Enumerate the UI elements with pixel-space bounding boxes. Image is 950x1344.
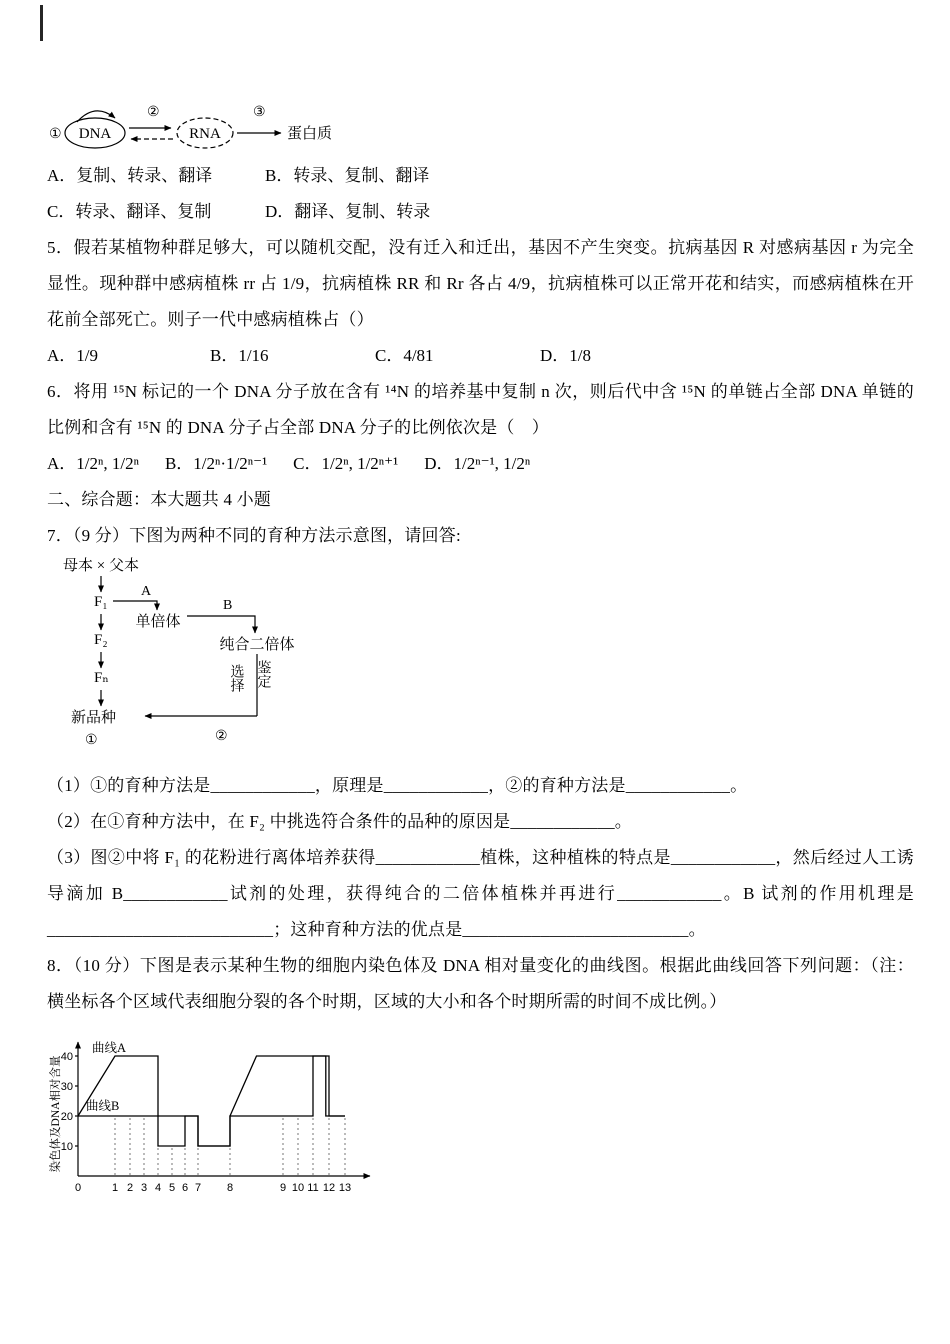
q6-option-c: C．1/2ⁿ, 1/2ⁿ⁺¹ (293, 454, 399, 473)
method-2-label: ② (215, 729, 228, 744)
q5-options-row (47, 338, 914, 374)
circled-3-label: ③ (253, 105, 266, 120)
dna-label: DNA (78, 126, 112, 142)
section-2-header: 二、综合题：本大题共 4 小题 (47, 490, 271, 509)
q6-options-row (47, 446, 914, 482)
select-label: 选择 (228, 664, 244, 692)
x-tick-label: 11 (307, 1182, 319, 1194)
scan-artifact (40, 5, 43, 41)
parents-label: 母本 × 父本 (63, 558, 139, 574)
circled-1-label: ① (49, 127, 62, 142)
pure-diploid-label: 纯合二倍体 (219, 637, 295, 653)
protein-label: 蛋白质 (287, 126, 333, 142)
identify-label: 鉴定 (255, 660, 271, 688)
method-1-label: ① (85, 733, 98, 748)
x-tick-label: 1 (111, 1182, 119, 1194)
circled-2-label: ② (147, 105, 160, 120)
q6-option-a: A．1/2ⁿ, 1/2ⁿ (47, 454, 139, 473)
x-tick-label: 3 (140, 1182, 148, 1194)
haploid-label: 单倍体 (135, 614, 181, 630)
y-axis-title: 染色体及DNA相对含量 (50, 1055, 62, 1173)
x-tick-label: 4 (154, 1182, 162, 1194)
x-tick-label: 13 (338, 1182, 352, 1194)
x-tick-label: 10 (291, 1182, 305, 1194)
route-b-label: B (223, 598, 233, 613)
chromosome-dna-curve-chart (47, 1026, 387, 1211)
q4-option-b: B．转录、复制、翻译 (265, 166, 430, 185)
q5-option-a: A．1/9 (47, 346, 98, 365)
question-7-stem: 7．（9 分）下图为两种不同的育种方法示意图，请回答: (47, 526, 461, 545)
q7-sub1: （1）①的育种方法是____________，原理是____________，②的育种方法是____________。 (47, 776, 748, 795)
y-tick-label: 30 (60, 1081, 73, 1093)
q4-options-row1 (47, 158, 914, 194)
q4-options-row2 (47, 194, 914, 230)
x-tick-label: 7 (194, 1182, 202, 1194)
q4-option-c: C．转录、翻译、复制 (47, 202, 212, 221)
curve-a-label: 曲线A (92, 1041, 127, 1055)
q6-option-b: B．1/2ⁿ·1/2ⁿ⁻¹ (164, 454, 268, 473)
q5-option-b: B．1/16 (210, 346, 269, 365)
q5-option-d: D．1/8 (540, 346, 591, 365)
q4-option-d: D．翻译、复制、转录 (265, 202, 431, 221)
curve-b-label: 曲线B (86, 1099, 120, 1113)
q6-option-d: D．1/2ⁿ⁻¹, 1/2ⁿ (424, 454, 531, 473)
y-tick-label: 40 (60, 1051, 73, 1063)
route-b-arrow (187, 616, 255, 633)
breeding-methods-diagram (55, 556, 355, 756)
q5-option-c: C．4/81 (375, 346, 434, 365)
q7-sub3: （3）图②中将 F₁ 的花粉进行离体培养获得____________植株，这种植株的特点是____________，然后经过人工诱导滴加 B____________试剂的处理，获得纯合的二倍体植株并再进行____________。B 试剂的作用机理是__________________________；这种育种方法的优点是__________________________。 (47, 848, 914, 939)
central-dogma-diagram (47, 96, 377, 154)
question-6-text: 6．将用 ¹⁵N 标记的一个 DNA 分子放在含有 ¹⁴N 的培养基中复制 n 次，则后代中含 ¹⁵N 的单链占全部 DNA 单链的比例和含有 ¹⁵N 的 DNA 分子占全部 DNA 分子的比例依次是（ ） (47, 382, 914, 437)
new-variety-label: 新品种 (71, 710, 117, 726)
f2-label: F₂ (94, 632, 108, 648)
question-8-stem: 8．（10 分）下图是表示某种生物的细胞内染色体及 DNA 相对量变化的曲线图。根据此曲线回答下列问题：（注：横坐标各个区域代表细胞分裂的各个时期，区域的大小和各个时期所需的时间不成比例。） (47, 956, 914, 1011)
x-tick-label: 9 (279, 1182, 287, 1194)
y-tick-label: 10 (60, 1141, 73, 1153)
q4-option-a: A．复制、转录、翻译 (47, 166, 213, 185)
q7-sub2: （2）在①育种方法中，在 F₂ 中挑选符合条件的品种的原因是____________。 (47, 812, 632, 831)
route-a-label: A (141, 584, 152, 599)
y-tick-label: 20 (60, 1111, 73, 1123)
x-tick-label: 6 (181, 1182, 189, 1194)
f1-label: F₁ (94, 594, 108, 610)
x-tick-label: 8 (226, 1182, 234, 1194)
x-tick-label: 5 (168, 1182, 176, 1194)
x-tick-label: 12 (322, 1182, 336, 1194)
route-a-arrow (113, 601, 157, 610)
rna-label: RNA (189, 126, 221, 142)
question-5-text: 5．假若某植物种群足够大，可以随机交配，没有迁入和迁出，基因不产生突变。抗病基因 R 对感病基因 r 为完全显性。现种群中感病植株 rr 占 1/9，抗病植株 RR 和 Rr 各占 4/9，抗病植株可以正常开花和结实，而感病植株在开花前全部死亡。则子一代中感病植株占（） (47, 238, 914, 329)
fn-label: Fₙ (94, 670, 109, 686)
x-tick-label: 0 (74, 1182, 82, 1194)
x-tick-label: 2 (126, 1182, 134, 1194)
